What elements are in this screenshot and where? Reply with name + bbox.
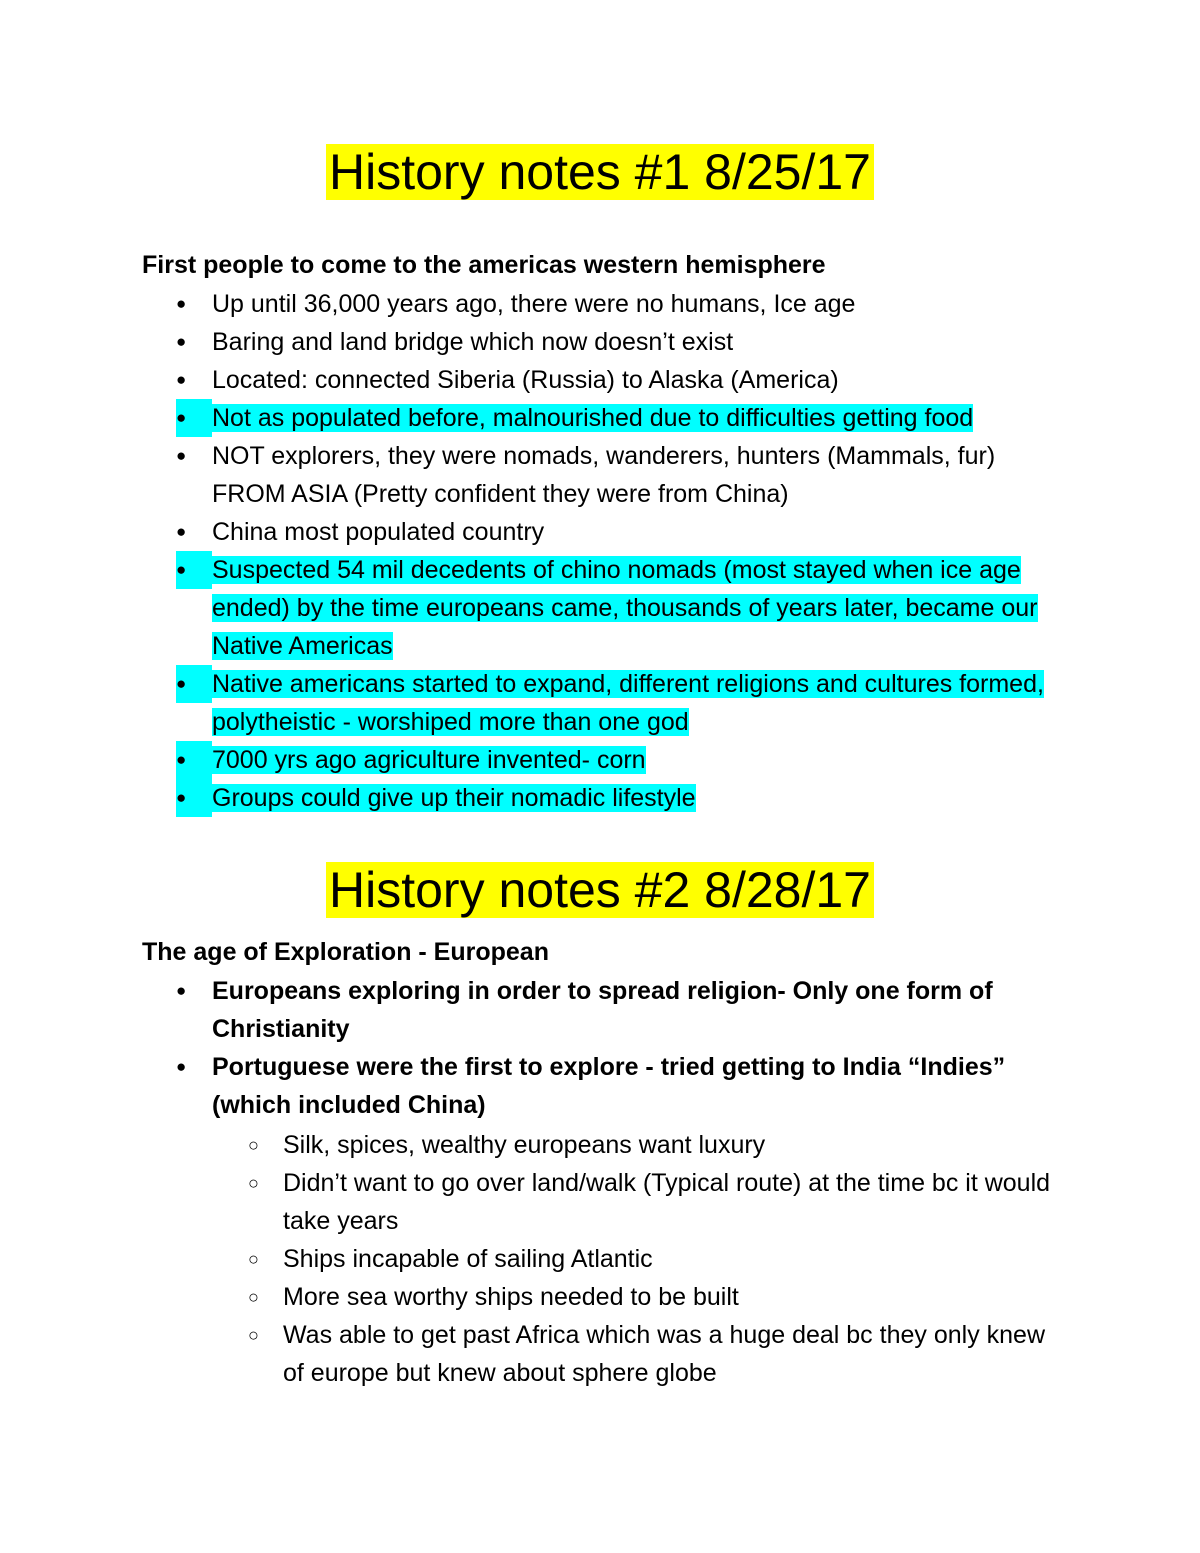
bullet-icon: ● (176, 779, 212, 817)
bullet-icon: ● (176, 294, 187, 313)
list-item: ● Europeans exploring in order to spread religion- Only one form of Christianity (0, 972, 1062, 1048)
bullet-icon: ● (176, 741, 212, 779)
hollow-bullet-icon: ○ (248, 1173, 259, 1193)
sub-list-item: ○ Silk, spices, wealthy europeans want luxury (0, 1126, 1058, 1164)
bullet-icon: ● (176, 522, 187, 541)
sub-list-item: ○ Didn’t want to go over land/walk (Typical route) at the time bc it would take years (0, 1164, 1058, 1240)
sub-list-item: ○ Was able to get past Africa which was a huge deal bc they only knew of europe but knew about sphere globe (0, 1316, 1058, 1392)
bullet-icon: ● (176, 332, 187, 351)
list-item: ● NOT explorers, they were nomads, wanderers, hunters (Mammals, fur) FROM ASIA (Pretty confident they were from China) (0, 437, 1062, 513)
hollow-bullet-icon: ○ (248, 1287, 259, 1307)
page-title-notes-2: History notes #2 8/28/17 (0, 858, 1200, 922)
bullet-list (0, 972, 1062, 1124)
bullet-icon: ● (176, 370, 187, 389)
bullet-icon: ● (176, 981, 187, 1000)
sub-list-item: ○ Ships incapable of sailing Atlantic (0, 1240, 1058, 1278)
list-item: ● Portuguese were the first to explore - tried getting to India “Indies” (which included China) (0, 1048, 1062, 1124)
sub-bullet-list (0, 1126, 1058, 1392)
list-item: ● Baring and land bridge which now doesn’t exist (0, 323, 1062, 361)
list-item-highlighted: ● Native americans started to expand, different religions and cultures formed, polytheistic - worshiped more than one god (0, 665, 1062, 741)
sub-list-item: ○ More sea worthy ships needed to be built (0, 1278, 1058, 1316)
bullet-list (0, 285, 1062, 817)
section-heading: The age of Exploration - European (142, 938, 549, 966)
hollow-bullet-icon: ○ (248, 1325, 259, 1345)
page-title-notes-1: History notes #1 8/25/17 (0, 140, 1200, 204)
list-item-highlighted: ● Not as populated before, malnourished due to difficulties getting food (0, 399, 1062, 437)
bullet-icon: ● (176, 1057, 187, 1076)
bullet-icon: ● (176, 399, 212, 437)
hollow-bullet-icon: ○ (248, 1135, 259, 1155)
list-item: ● Up until 36,000 years ago, there were no humans, Ice age (0, 285, 1062, 323)
list-item-highlighted: ● Suspected 54 mil decedents of chino nomads (most stayed when ice age ended) by the time europeans came, thousands of years later, became our Native Americas (0, 551, 1062, 665)
section-heading: First people to come to the americas western hemisphere (142, 251, 826, 279)
list-item-highlighted: ● Groups could give up their nomadic lifestyle (0, 779, 1062, 817)
bullet-icon: ● (176, 446, 187, 465)
list-item: ● Located: connected Siberia (Russia) to Alaska (America) (0, 361, 1062, 399)
list-item: ● China most populated country (0, 513, 1062, 551)
hollow-bullet-icon: ○ (248, 1249, 259, 1269)
bullet-icon: ● (176, 551, 212, 589)
bullet-icon: ● (176, 665, 212, 703)
list-item-highlighted: ● 7000 yrs ago agriculture invented- corn (0, 741, 1062, 779)
